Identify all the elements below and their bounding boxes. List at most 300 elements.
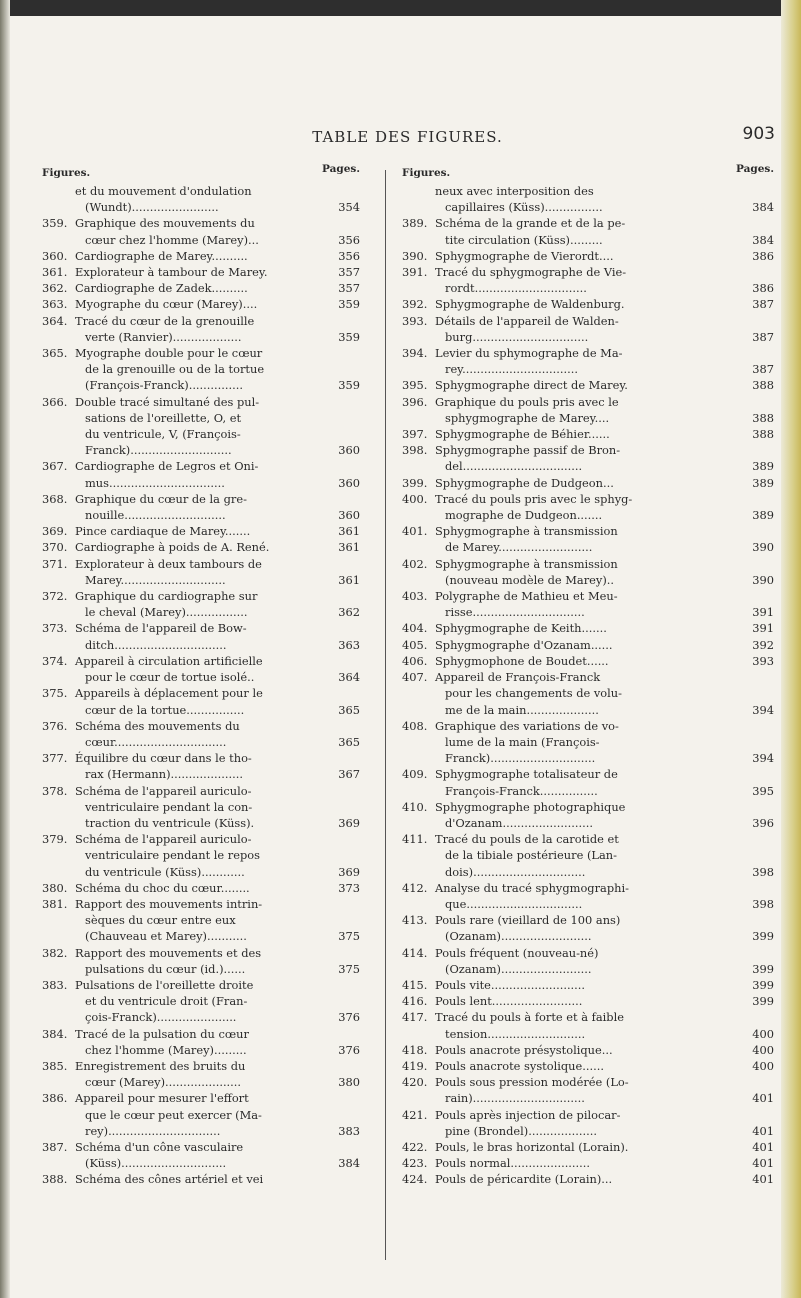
figure-number: 395.	[402, 378, 428, 393]
figure-number: 413.	[402, 913, 428, 928]
figure-page-number: 390	[752, 572, 774, 587]
figure-number: 407.	[402, 670, 428, 685]
figure-caption-line: chez l'homme (Marey).........	[85, 1042, 247, 1057]
figure-page-number: 373	[338, 880, 360, 895]
figure-caption-line: et du mouvement d'ondulation	[75, 184, 252, 198]
figure-page-number: 356	[338, 232, 360, 247]
figure-caption-line: nouille............................	[85, 508, 226, 523]
figure-entry	[42, 1026, 360, 1058]
figure-entry	[42, 620, 360, 652]
figure-caption-line: Polygraphe de Mathieu et Meu-	[435, 589, 618, 604]
figure-number: 389.	[402, 216, 428, 231]
figure-entry	[402, 556, 774, 588]
left-column-heading	[42, 165, 360, 183]
figure-caption-line: cœur...............................	[85, 734, 227, 749]
figure-entry	[42, 556, 360, 588]
figure-entry	[42, 215, 360, 247]
figure-page-number: 386	[752, 248, 774, 263]
figure-caption-line: Schéma des mouvements du	[75, 718, 240, 733]
figure-page-number: 401	[752, 1123, 774, 1138]
figure-page-number: 389	[752, 459, 774, 474]
figure-caption-line: de la tibiale postérieure (Lan-	[445, 848, 617, 863]
figure-number: 397.	[402, 427, 428, 442]
figure-caption-line: Sphygmographe de Béhier......	[435, 427, 610, 442]
figure-caption-line: Pouls rare (vieillard de 100 ans)	[435, 913, 621, 928]
figures-heading: Figures.	[42, 167, 91, 179]
figure-caption-line: Explorateur à deux tambours de	[75, 556, 262, 571]
figure-page-number: 395	[752, 783, 774, 798]
figure-caption-line: Tracé du sphygmographe de Vie-	[435, 265, 627, 280]
figure-caption-line: François-Franck................	[445, 783, 598, 798]
figure-number: 361.	[42, 265, 68, 280]
figure-entry	[42, 977, 360, 1026]
figure-number: 390.	[402, 248, 428, 263]
figure-page-number: 383	[338, 1123, 360, 1138]
figure-caption-line: traction du ventricule (Küss).	[85, 815, 255, 830]
figure-number: 362.	[42, 281, 68, 296]
figure-entry	[42, 248, 360, 264]
figure-page-number: 384	[752, 200, 774, 215]
figure-number: 406.	[402, 653, 428, 668]
figure-entry	[402, 1074, 774, 1106]
figure-caption-line: ditch...............................	[85, 637, 227, 652]
figure-number: 385.	[42, 1058, 68, 1073]
figure-number: 418.	[402, 1042, 428, 1057]
figure-entry	[402, 264, 774, 296]
figure-number: 400.	[402, 491, 428, 506]
figure-caption-line: Myographe double pour le cœur	[75, 346, 263, 361]
column-divider	[385, 170, 386, 1260]
figure-number: 369.	[42, 524, 68, 539]
figure-caption-line: Pulsations de l'oreillette droite	[75, 977, 254, 992]
figure-entry	[42, 945, 360, 977]
figure-number: 404.	[402, 621, 428, 636]
figure-page-number: 357	[338, 265, 360, 280]
figure-number: 383.	[42, 977, 68, 992]
figure-caption-line: Levier du sphymographe de Ma-	[435, 346, 623, 361]
figure-caption-line: Schéma de l'appareil auriculo-	[75, 783, 252, 798]
figure-page-number: 393	[752, 653, 774, 668]
left-column	[42, 165, 360, 1188]
figure-caption-line: Sphygmographe à transmission	[435, 524, 618, 539]
figure-caption-line: ventriculaire pendant la con-	[85, 799, 253, 814]
figure-number: 405.	[402, 637, 428, 652]
figure-caption-line: pour le cœur de tortue isolé..	[85, 670, 255, 685]
figure-page-number: 354	[338, 200, 360, 215]
figure-caption-line: pulsations du cœur (id.)......	[85, 961, 246, 976]
figure-page-number: 356	[338, 248, 360, 263]
figure-entry	[402, 491, 774, 523]
figure-caption-line: Pouls fréquent (nouveau-né)	[435, 945, 599, 960]
figure-number: 379.	[42, 832, 68, 847]
figure-entry	[42, 1171, 360, 1187]
figure-number: 375.	[42, 686, 68, 701]
figure-caption-line: dois)...............................	[445, 864, 586, 879]
figure-entry	[402, 1058, 774, 1074]
figure-page-number: 399	[752, 961, 774, 976]
figure-entry	[402, 912, 774, 944]
figure-page-number: 388	[752, 410, 774, 425]
figure-caption-line: cœur (Marey).....................	[85, 1075, 242, 1090]
figure-number: 359.	[42, 216, 68, 231]
figure-caption-line: (François-Franck)...............	[85, 378, 244, 393]
figure-entry	[42, 345, 360, 394]
figure-number: 403.	[402, 589, 428, 604]
figure-caption-line: Tracé du pouls à forte et à faible	[435, 1010, 624, 1025]
figure-number: 391.	[402, 265, 428, 280]
figure-entry	[42, 1139, 360, 1171]
figure-caption-line: Sphygmophone de Boudet......	[435, 653, 609, 668]
figure-number: 364.	[42, 313, 68, 328]
figure-caption-line: risse...............................	[445, 605, 585, 620]
figure-caption-line: del.................................	[445, 459, 583, 474]
figure-entry	[42, 896, 360, 945]
figure-caption-line: rey................................	[445, 362, 578, 377]
figure-caption-line: Appareil pour mesurer l'effort	[75, 1091, 249, 1106]
figure-page-number: 359	[338, 297, 360, 312]
figure-number: 393.	[402, 313, 428, 328]
figure-caption-line: cœur de la tortue................	[85, 702, 245, 717]
figure-entry	[402, 475, 774, 491]
figure-entry	[402, 977, 774, 993]
figure-caption-line: Schéma des cônes artériel et vei	[75, 1172, 264, 1187]
figure-caption-line: Sphygmographe photographique	[435, 799, 626, 814]
figure-number: 409.	[402, 767, 428, 782]
figure-entry	[42, 1058, 360, 1090]
figure-page-number: 361	[338, 524, 360, 539]
figure-caption-line: rain)...............................	[445, 1091, 585, 1106]
figure-page-number: 359	[338, 329, 360, 344]
figure-entry	[402, 831, 774, 880]
figure-page-number: 401	[752, 1139, 774, 1154]
figure-entry	[402, 426, 774, 442]
figure-entry	[42, 394, 360, 459]
figure-number: 419.	[402, 1058, 428, 1073]
figure-caption-line: mographe de Dudgeon.......	[445, 508, 603, 523]
figure-entry	[42, 183, 360, 215]
figure-page-number: 391	[752, 621, 774, 636]
figure-number: 396.	[402, 394, 428, 409]
figure-caption-line: que le cœur peut exercer (Ma-	[85, 1107, 262, 1122]
figure-page-number: 369	[338, 864, 360, 879]
figure-caption-line: burg................................	[445, 329, 589, 344]
figure-number: 424.	[402, 1172, 428, 1187]
figure-entry	[402, 718, 774, 767]
figure-caption-line: Sphygmographe direct de Marey.	[435, 378, 628, 393]
figure-entry	[402, 620, 774, 636]
pages-heading: Pages.	[321, 163, 360, 175]
figure-caption-line: (Ozanam).........................	[445, 961, 592, 976]
figure-page-number: 396	[752, 815, 774, 830]
figure-page-number: 390	[752, 540, 774, 555]
pages-heading: Pages.	[735, 163, 774, 175]
figure-page-number: 369	[338, 815, 360, 830]
figure-page-number: 399	[752, 929, 774, 944]
figure-page-number: 394	[752, 751, 774, 766]
figure-page-number: 380	[338, 1075, 360, 1090]
figure-page-number: 389	[752, 508, 774, 523]
figure-page-number: 386	[752, 281, 774, 296]
figure-page-number: 400	[752, 1026, 774, 1041]
figure-number: 377.	[42, 751, 68, 766]
figure-page-number: 360	[338, 475, 360, 490]
figure-page-number: 359	[338, 378, 360, 393]
figure-caption-line: lume de la main (François-	[445, 734, 600, 749]
figure-entry	[42, 523, 360, 539]
figure-caption-line: Rapport des mouvements intrin-	[75, 896, 263, 911]
figure-page-number: 387	[752, 362, 774, 377]
figure-caption-line: (Chauveau et Marey)...........	[85, 929, 247, 944]
figure-caption-line: neux avec interposition des	[435, 184, 594, 198]
figure-number: 371.	[42, 556, 68, 571]
figure-number: 412.	[402, 880, 428, 895]
figure-page-number: 400	[752, 1058, 774, 1073]
figure-caption-line: çois-Franck)......................	[85, 1010, 237, 1025]
figure-entry	[402, 799, 774, 831]
figure-entry	[42, 880, 360, 896]
figure-page-number: 384	[338, 1156, 360, 1171]
figure-number: 415.	[402, 977, 428, 992]
figure-page-number: 357	[338, 281, 360, 296]
figure-number: 360.	[42, 248, 68, 263]
right-column	[402, 165, 774, 1188]
figure-entry	[402, 183, 774, 215]
figure-page-number: 387	[752, 297, 774, 312]
figure-page-number: 391	[752, 605, 774, 620]
figure-entry	[42, 280, 360, 296]
figure-caption-line: sèques du cœur entre eux	[85, 913, 236, 928]
figure-caption-line: Pouls, le bras horizontal (Lorain).	[435, 1139, 629, 1154]
figure-caption-line: et du ventricule droit (Fran-	[85, 994, 248, 1009]
figure-caption-line: Sphygmographe passif de Bron-	[435, 443, 621, 458]
figure-caption-line: Explorateur à tambour de Marey.	[75, 265, 268, 280]
figure-page-number: 364	[338, 670, 360, 685]
figure-entry	[402, 523, 774, 555]
figure-page-number: 361	[338, 572, 360, 587]
figure-caption-line: Pince cardiaque de Marey.......	[75, 524, 251, 539]
figure-entry	[402, 653, 774, 669]
figure-number: 384.	[42, 1026, 68, 1041]
figure-number: 365.	[42, 346, 68, 361]
figure-caption-line: de la grenouille ou de la tortue	[85, 362, 265, 377]
figure-caption-line: Appareils à déplacement pour le	[75, 686, 263, 701]
figure-caption-line: sphygmographe de Marey....	[445, 410, 610, 425]
figure-caption-line: rey)...............................	[85, 1123, 221, 1138]
figure-number: 374.	[42, 653, 68, 668]
figure-number: 402.	[402, 556, 428, 571]
figure-page-number: 388	[752, 378, 774, 393]
figure-caption-line: le cheval (Marey).................	[85, 605, 248, 620]
figure-entry	[42, 685, 360, 717]
figure-entry	[402, 637, 774, 653]
figure-number: 408.	[402, 718, 428, 733]
figure-page-number: 376	[338, 1042, 360, 1057]
page-number: 903	[742, 124, 775, 144]
scan-left-edge	[0, 0, 10, 1298]
figure-entry	[42, 491, 360, 523]
figure-number: 368.	[42, 491, 68, 506]
figure-page-number: 401	[752, 1091, 774, 1106]
right-column-heading	[402, 165, 774, 183]
figure-caption-line: Marey.............................	[85, 572, 226, 587]
figure-entry	[402, 442, 774, 474]
scan-top-edge	[0, 0, 801, 16]
figure-page-number: 401	[752, 1172, 774, 1187]
figure-number: 399.	[402, 475, 428, 490]
figure-entry	[42, 296, 360, 312]
figure-number: 373.	[42, 621, 68, 636]
figure-entry	[402, 313, 774, 345]
figure-entry	[42, 831, 360, 880]
figure-caption-line: Pouls anacrote présystolique...	[435, 1042, 613, 1057]
figure-caption-line: Graphique du cœur de la gre-	[75, 491, 247, 506]
figure-caption-line: de Marey..........................	[445, 540, 593, 555]
figure-caption-line: Schéma de l'appareil auriculo-	[75, 832, 252, 847]
figure-caption-line: (nouveau modèle de Marey)..	[445, 572, 615, 587]
figure-caption-line: verte (Ranvier)...................	[85, 329, 242, 344]
figure-number: 387.	[42, 1139, 68, 1154]
figure-caption-line: ventriculaire pendant le repos	[85, 848, 260, 863]
figure-number: 381.	[42, 896, 68, 911]
figure-caption-line: Détails de l'appareil de Walden-	[435, 313, 619, 328]
figure-page-number: 367	[338, 767, 360, 782]
figure-caption-line: Pouls anacrote systolique......	[435, 1058, 604, 1073]
figure-caption-line: tite circulation (Küss).........	[445, 232, 603, 247]
figure-page-number: 394	[752, 702, 774, 717]
figure-caption-line: Cardiographe de Marey..........	[75, 248, 248, 263]
figure-page-number: 365	[338, 734, 360, 749]
figure-number: 398.	[402, 443, 428, 458]
figure-caption-line: cœur chez l'homme (Marey)...	[85, 232, 259, 247]
figure-caption-line: Tracé du cœur de la grenouille	[75, 313, 255, 328]
figure-caption-line: Double tracé simultané des pul-	[75, 394, 260, 409]
figure-page-number: 360	[338, 443, 360, 458]
figure-caption-line: Graphique du cardiographe sur	[75, 589, 258, 604]
figure-caption-line: Cardiographe à poids de A. René.	[75, 540, 270, 555]
figure-caption-line: Myographe du cœur (Marey)....	[75, 297, 258, 312]
figure-entry	[402, 377, 774, 393]
figure-entry	[402, 766, 774, 798]
figure-entry	[402, 669, 774, 718]
figure-caption-line: (Wundt)........................	[85, 200, 219, 215]
scan-right-edge	[781, 0, 801, 1298]
figure-number: 386.	[42, 1091, 68, 1106]
figure-number: 420.	[402, 1075, 428, 1090]
figure-caption-line: Pouls normal......................	[435, 1156, 591, 1171]
figure-caption-line: Pouls lent.........................	[435, 994, 583, 1009]
figure-caption-line: Pouls sous pression modérée (Lo-	[435, 1075, 629, 1090]
figure-caption-line: Équilibre du cœur dans le tho-	[75, 751, 252, 766]
figure-number: 423.	[402, 1156, 428, 1171]
figure-caption-line: Sphygmographe de Waldenburg.	[435, 297, 625, 312]
figure-page-number: 398	[752, 896, 774, 911]
figure-number: 417.	[402, 1010, 428, 1025]
figure-page-number: 388	[752, 427, 774, 442]
figure-number: 394.	[402, 346, 428, 361]
figure-page-number: 384	[752, 232, 774, 247]
figure-caption-line: que................................	[445, 896, 583, 911]
figure-entry	[42, 458, 360, 490]
figure-number: 363.	[42, 297, 68, 312]
figure-page-number: 376	[338, 1010, 360, 1025]
figure-caption-line: Enregistrement des bruits du	[75, 1058, 246, 1073]
figure-number: 421.	[402, 1107, 428, 1122]
figure-entry	[402, 394, 774, 426]
figure-caption-line: mus................................	[85, 475, 225, 490]
figure-entry	[42, 313, 360, 345]
figure-caption-line: du ventricule (Küss)............	[85, 864, 245, 879]
figure-caption-line: Franck)............................	[85, 443, 232, 458]
figure-caption-line: Tracé du pouls de la carotide et	[435, 832, 619, 847]
figure-entry	[402, 1009, 774, 1041]
figure-entry	[402, 296, 774, 312]
figure-caption-line: Pouls vite..........................	[435, 977, 586, 992]
figure-entry	[402, 215, 774, 247]
figure-caption-line: Sphygmographe de Dudgeon...	[435, 475, 614, 490]
figure-caption-line: Graphique des variations de vo-	[435, 718, 619, 733]
figure-page-number: 363	[338, 637, 360, 652]
figure-page-number: 401	[752, 1156, 774, 1171]
figure-page-number: 362	[338, 605, 360, 620]
figure-entry	[402, 345, 774, 377]
figure-caption-line: du ventricule, V, (François-	[85, 427, 241, 442]
figure-caption-line: pine (Brondel)...................	[445, 1123, 597, 1138]
figure-page-number: 392	[752, 637, 774, 652]
figure-entry	[42, 718, 360, 750]
page-header	[40, 124, 775, 152]
figure-caption-line: Schéma d'un cône vasculaire	[75, 1139, 244, 1154]
figure-entry	[42, 539, 360, 555]
figure-caption-line: pour les changements de volu-	[445, 686, 622, 701]
figure-number: 410.	[402, 799, 428, 814]
figure-number: 422.	[402, 1139, 428, 1154]
figure-entry	[42, 653, 360, 685]
figures-heading: Figures.	[402, 167, 451, 179]
figure-page-number: 361	[338, 540, 360, 555]
figure-page-number: 365	[338, 702, 360, 717]
figure-page-number: 400	[752, 1042, 774, 1057]
figure-entry	[42, 264, 360, 280]
figure-number: 392.	[402, 297, 428, 312]
figure-page-number: 375	[338, 929, 360, 944]
figure-entry	[402, 1107, 774, 1139]
figure-caption-line: Appareil de François-Franck	[435, 670, 601, 685]
figure-entry	[42, 1090, 360, 1139]
figure-entry	[402, 1171, 774, 1187]
figure-entry	[42, 783, 360, 832]
figure-number: 378.	[42, 783, 68, 798]
figure-entry	[402, 1139, 774, 1155]
figure-entry	[402, 248, 774, 264]
figure-number: 382.	[42, 945, 68, 960]
figure-caption-line: me de la main....................	[445, 702, 599, 717]
figure-caption-line: rax (Hermann)....................	[85, 767, 243, 782]
figure-caption-line: Analyse du tracé sphygmographi-	[435, 880, 629, 895]
figure-number: 388.	[42, 1172, 68, 1187]
figure-number: 372.	[42, 589, 68, 604]
figure-caption-line: tension...........................	[445, 1026, 586, 1041]
figure-caption-line: Sphygmographe de Vierordt....	[435, 248, 614, 263]
figure-caption-line: d'Ozanam.........................	[445, 815, 594, 830]
figure-number: 370.	[42, 540, 68, 555]
figure-entry	[402, 588, 774, 620]
figure-caption-line: Tracé du pouls pris avec le sphyg-	[435, 491, 633, 506]
figure-number: 414.	[402, 945, 428, 960]
figure-caption-line: Sphygmographe totalisateur de	[435, 767, 618, 782]
figure-caption-line: (Ozanam).........................	[445, 929, 592, 944]
figure-number: 376.	[42, 718, 68, 733]
figure-page-number: 399	[752, 977, 774, 992]
